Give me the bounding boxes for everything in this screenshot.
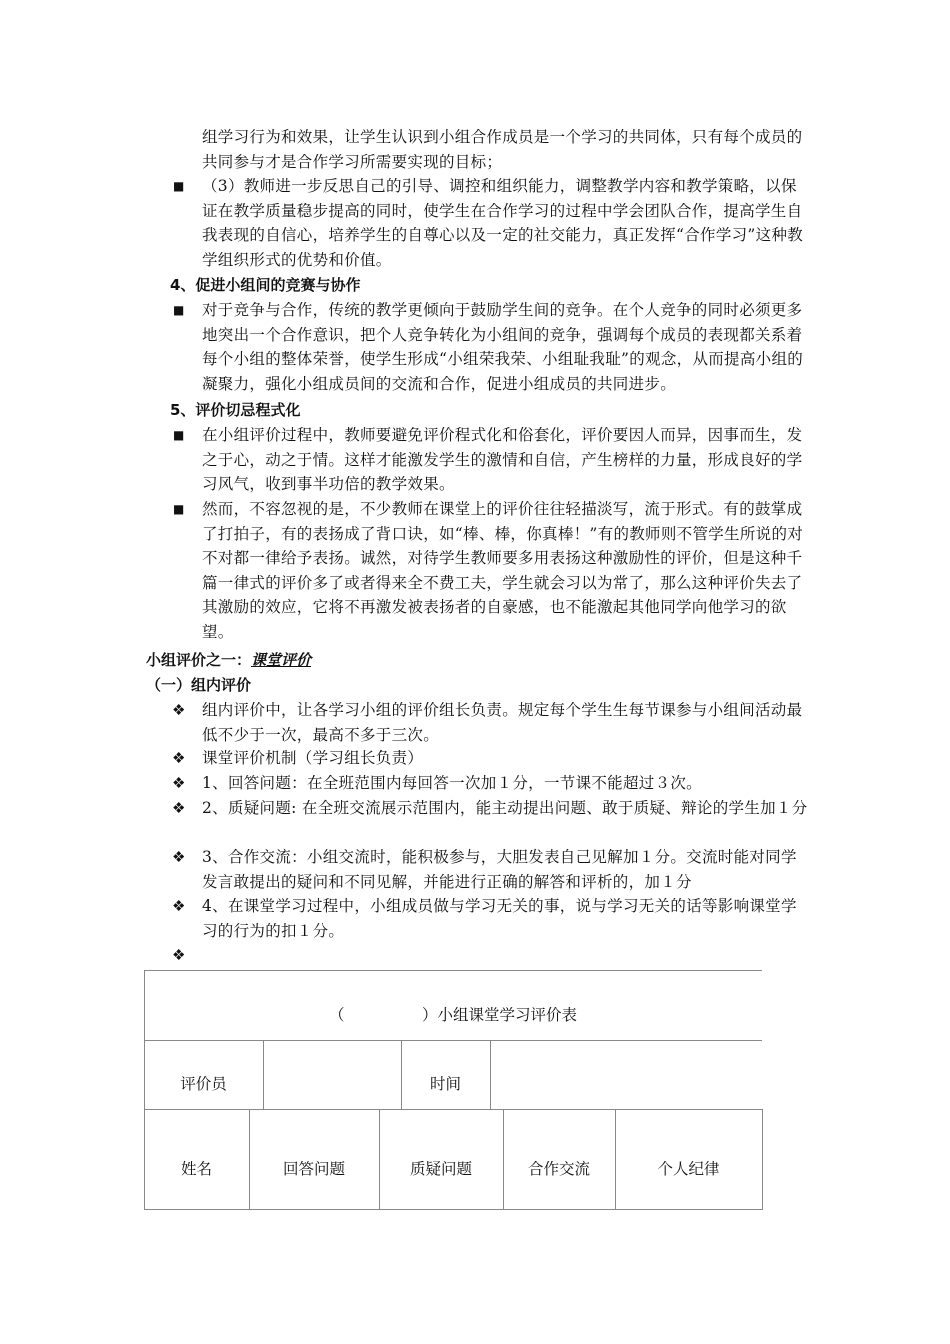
paragraph-praise: 然而，不容忽视的是，不少教师在课堂上的评价往往轻描淡写，流于形式。有的鼓掌成了打拍子，有的表扬成了背口诀，如“棒、棒，你真棒！”有的教师则不管学生所说的对不对都一律给予表扬。诚然，对待学生教师要多用表扬这种激励性的评价，但是这种千篇一律式的评价多了或者得来全不费工夫，学生就会习以为常了，那么这种评价失去了其激励的效应，它将不再激发被表扬者的自豪感，也不能激起其他同学向他学习的欲望。 <box>202 500 804 641</box>
diamond-bullet-icon: ❖ <box>172 774 186 792</box>
paragraph-continuation: 组学习行为和效果，让学生认识到小组合作成员是一个学习的共同体，只有每个成员的共同参与才是合作学习所需要实现的目标； <box>202 128 803 171</box>
list-item: 课堂评价机制（学习组长负责） <box>202 749 424 767</box>
square-bullet-icon: ■ <box>173 179 185 193</box>
table-border <box>144 1109 763 1110</box>
intra-group-heading: （一）组内评价 <box>146 676 252 694</box>
evaluator-label: 评价员 <box>180 1075 227 1093</box>
diamond-bullet-icon: ❖ <box>172 749 186 767</box>
table-border <box>762 1109 763 1209</box>
paragraph-avoid-formula: 在小组评价过程中，教师要避免评价程式化和俗套化，评价要因人而异，因事而生，发之于心，动之于情。这样才能激发学生的激情和自信，产生榜样的力量，形成良好的学习风气，收到事半功倍的教学效果。 <box>202 426 803 493</box>
diamond-bullet-icon: ❖ <box>172 946 186 964</box>
evaluation-heading <box>146 648 311 672</box>
square-bullet-icon: ■ <box>173 428 185 442</box>
diamond-bullet-icon: ❖ <box>172 897 186 915</box>
square-bullet-icon: ■ <box>173 502 185 516</box>
paragraph-reflection: （3）教师进一步反思自己的引导、调控和组织能力，调整教学内容和教学策略，以保证在教学质量稳步提高的同时，使学生在合作学习的过程中学会团队合作，提高学生自我表现的自信心，培养学生的自尊心以及一定的社交能力，真正发挥“合作学习”这种教学组织形式的优势和价值。 <box>202 177 804 269</box>
table-border <box>490 1040 491 1109</box>
header-name: 姓名 <box>180 1160 212 1178</box>
header-discipline: 个人纪律 <box>657 1160 720 1178</box>
paragraph-competition: 对于竞争与合作，传统的教学更倾向于鼓励学生间的竞争。在个人竞争的同时必须更多地突出一个合作意识，把个人竞争转化为小组间的竞争，强调每个成员的表现都关系着每个小组的整体荣誉，使学生形成“小组荣我荣、小组耻我耻”的观念，从而提高小组的凝聚力，强化小组成员间的交流和合作，促进小组成员的共同进步。 <box>202 301 804 393</box>
table-border <box>144 1040 762 1041</box>
time-label: 时间 <box>429 1075 461 1093</box>
diamond-bullet-icon: ❖ <box>172 701 186 719</box>
table-title: （ ）小组课堂学习评价表 <box>328 1006 577 1024</box>
list-item: 组内评价中，让各学习小组的评价组长负责。规定每个学生生每节课参与小组间活动最低不少于一次，最高不多于三次。 <box>202 701 803 744</box>
square-bullet-icon: ■ <box>173 303 185 317</box>
list-item: 3、合作交流：小组交流时，能积极参与，大胆发表自己见解加１分。交流时能对同学发言敢提出的疑问和不同见解，并能进行正确的解答和评析的，加１分 <box>202 848 797 891</box>
header-question: 质疑问题 <box>409 1160 472 1178</box>
section-heading-5: 5、评价切忌程式化 <box>170 401 301 419</box>
evaluation-heading-emphasis: 课堂评价 <box>251 651 312 669</box>
evaluation-heading-prefix: 小组评价之一： <box>146 651 252 669</box>
diamond-bullet-icon: ❖ <box>172 848 186 866</box>
header-cooperation: 合作交流 <box>527 1160 590 1178</box>
list-item: 4、在课堂学习过程中，小组成员做与学习无关的事，说与学习无关的话等影响课堂学习的行为的扣１分。 <box>202 897 797 940</box>
section-heading-4: 4、促进小组间的竞赛与协作 <box>170 276 361 294</box>
list-item: 2、质疑问题: 在全班交流展示范围内，能主动提出问题、敢于质疑、辩论的学生加１分 <box>202 799 808 817</box>
table-border <box>144 970 762 971</box>
list-item: 1、回答问题：在全班范围内每回答一次加１分，一节课不能超过３次。 <box>202 774 702 792</box>
table-border <box>263 1040 264 1109</box>
header-answer: 回答问题 <box>282 1160 345 1178</box>
diamond-bullet-icon: ❖ <box>172 799 186 817</box>
table-border <box>144 1209 763 1210</box>
